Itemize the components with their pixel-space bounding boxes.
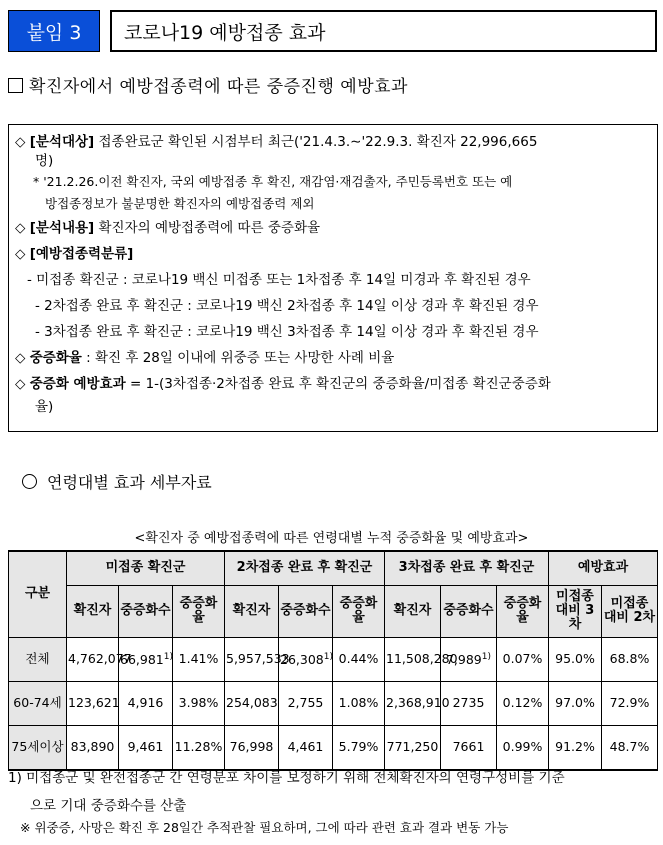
cell-value: 97.0% — [555, 695, 595, 710]
table-cell — [67, 725, 119, 770]
cell-value: 5.79% — [338, 739, 379, 754]
cell-value: 9,461 — [127, 739, 164, 754]
table-cell — [173, 681, 225, 725]
cell-value: 95.0% — [555, 651, 595, 666]
table-cell — [602, 681, 658, 725]
footnote-1-cont: 으로 기대 중증화수를 산출 — [30, 798, 187, 814]
page-title: 코로나19 예방접종 효과 — [110, 10, 657, 52]
footnote-marker: 1) — [323, 652, 333, 663]
subsection-heading-text: 연령대별 효과 세부자료 — [47, 473, 212, 492]
analysis-target-cont: 명) — [35, 153, 54, 169]
table-row — [9, 681, 658, 725]
cell-value: 3.98% — [178, 695, 219, 710]
table-cell — [549, 725, 602, 770]
group-header-effect: 예방효과 — [549, 551, 658, 585]
cell-value: 68.8% — [609, 651, 650, 666]
age-effect-table — [8, 550, 658, 771]
analysis-target: ◇ [분석대상] 접종완료군 확인된 시점부터 최근('21.4.3.∼'22.9.3. 확진자 22,996,665 — [15, 134, 538, 150]
cell-value: 4,916 — [127, 695, 164, 710]
row-label: 75세이상 — [9, 725, 67, 770]
cell-value: 5,957,533 — [226, 651, 290, 666]
footnote-2: ※ 위중증, 사망은 확진 후 28일간 추적관찰 필요하며, 그에 따라 관련 효과 결과 변동 가능 — [20, 820, 509, 835]
class-third-dose: - 3차접종 완료 후 확진군 : 코로나19 백신 3차접종 후 14일 이상 경과 후 확진된 경우 — [35, 324, 539, 340]
table-caption: <확진자 중 예방접종력에 따른 연령대별 누적 중증화율 및 예방효과> — [134, 531, 529, 546]
group-header-unvaccinated: 미접종 확진군 — [67, 551, 225, 585]
class-unvaccinated: - 미접종 확진군 : 코로나19 백신 미접종 또는 1차접종 후 14일 미경과 후 확진된 경우 — [27, 272, 531, 288]
sub-header: 미접종 대비 3차 — [549, 585, 602, 637]
table-cell — [67, 637, 132, 681]
table-cell — [441, 637, 497, 681]
square-bullet-icon — [8, 78, 23, 93]
sub-header: 중증화율 — [497, 585, 549, 637]
analysis-effect: ◇ 중증화 예방효과 = 1-(3차접종·2차접종 완료 후 확진군의 중증화율/미접종 확진군중증화 — [15, 376, 551, 392]
cell-value: 0.07% — [502, 651, 543, 666]
cell-value: 123,621 — [68, 695, 120, 710]
analysis-note-1: * '21.2.26.이전 확진자, 국외 예방접종 후 확진, 재감염·재검출자, 주민등록번호 또는 예 — [33, 174, 513, 189]
cell-value: 26,308 — [280, 652, 324, 668]
class-second-dose: - 2차접종 완료 후 확진군 : 코로나19 백신 2차접종 후 14일 이상 경과 후 확진된 경우 — [35, 298, 539, 314]
table-cell — [119, 637, 173, 681]
cell-value: 11.28% — [174, 739, 223, 754]
table-cell — [279, 681, 333, 725]
table-cell — [385, 681, 450, 725]
table-body — [9, 637, 658, 770]
subsection-heading — [22, 470, 212, 493]
table-cell — [549, 681, 602, 725]
table-cell — [225, 637, 290, 681]
cell-value: 771,250 — [386, 739, 439, 754]
group-header-second-dose: 2차접종 완료 후 확진군 — [225, 551, 385, 585]
sub-header: 중증화수 — [279, 585, 333, 637]
table-cell — [67, 681, 119, 725]
cell-value: 48.7% — [609, 739, 650, 754]
table-cell — [602, 637, 658, 681]
appendix-badge: 붙임 3 — [8, 10, 100, 52]
cell-value: 7,989 — [445, 652, 482, 668]
cell-value: 91.2% — [555, 739, 595, 754]
table-cell — [385, 725, 441, 770]
table-cell — [279, 637, 333, 681]
sub-header: 확진자 — [385, 585, 441, 637]
footnote-marker: 1) — [481, 652, 492, 663]
section-heading-text: 확진자에서 예방접종력에 따른 중증진행 예방효과 — [29, 77, 408, 97]
table-cell — [333, 725, 385, 770]
table-cell — [173, 637, 225, 681]
table-cell — [119, 725, 173, 770]
sub-header: 중증화율 — [333, 585, 385, 637]
table-cell — [333, 637, 385, 681]
table-cell — [385, 637, 458, 681]
cell-value: 66,981 — [120, 652, 164, 668]
section-heading — [8, 72, 408, 97]
cell-value: 0.99% — [502, 739, 543, 754]
cell-value: 0.12% — [502, 695, 543, 710]
analysis-classification: ◇ [예방접종력분류] — [15, 246, 134, 262]
footnote-marker: 1) — [163, 652, 173, 663]
sub-header: 중증화수 — [441, 585, 497, 637]
cell-value: 2,755 — [287, 695, 324, 710]
row-label: 60-74세 — [9, 681, 67, 725]
cell-value: 83,890 — [70, 739, 115, 754]
table-cell — [225, 725, 279, 770]
table-cell — [279, 725, 333, 770]
sub-header: 중증화율 — [173, 585, 225, 637]
analysis-box — [8, 124, 658, 432]
table-cell — [333, 681, 385, 725]
footnote-1: 1) 미접종군 및 완전접종군 간 연령분포 차이를 보정하기 위해 전체확진자의 연령구성비를 기준 — [8, 770, 565, 786]
analysis-severe-rate: ◇ 중증화율 : 확진 후 28일 이내에 위중증 또는 사망한 사례 비율 — [15, 350, 395, 366]
table-row — [9, 725, 658, 770]
sub-header: 미접종 대비 2차 — [602, 585, 658, 637]
cell-value: 4,762,077 — [68, 651, 132, 666]
table-cell — [119, 681, 173, 725]
table-cell — [225, 681, 279, 725]
table-cell — [497, 681, 549, 725]
cell-value: 1.41% — [178, 651, 219, 666]
group-header-third-dose: 3차접종 완료 후 확진군 — [385, 551, 549, 585]
table-cell — [441, 725, 497, 770]
cell-value: 2735 — [452, 695, 485, 710]
sub-header: 확진자 — [225, 585, 279, 637]
table-cell — [549, 637, 602, 681]
table-cell — [173, 725, 225, 770]
cell-value: 72.9% — [609, 695, 650, 710]
cell-value: 4,461 — [287, 739, 324, 754]
cell-value: 0.44% — [338, 651, 379, 666]
stub-header: 구분 — [9, 551, 67, 637]
cell-value: 254,083 — [226, 695, 278, 710]
table-row — [9, 637, 658, 681]
analysis-note-2: 방접종정보가 불분명한 확진자의 예방접종력 제외 — [45, 196, 315, 211]
sub-header: 확진자 — [67, 585, 119, 637]
cell-value: 1.08% — [338, 695, 379, 710]
table-cell — [497, 637, 549, 681]
table-cell — [497, 725, 549, 770]
cell-value: 2,368,910 — [386, 695, 450, 710]
cell-value: 76,998 — [229, 739, 274, 754]
analysis-effect-cont: 율) — [35, 399, 54, 415]
cell-value: 11,508,280 — [386, 651, 458, 666]
analysis-content: ◇ [분석내용] 확진자의 예방접종력에 따른 중증화율 — [15, 220, 321, 236]
table-cell — [602, 725, 658, 770]
cell-value: 7661 — [452, 739, 485, 754]
circle-bullet-icon — [22, 474, 37, 489]
sub-header: 중증화수 — [119, 585, 173, 637]
row-label: 전체 — [9, 637, 67, 681]
